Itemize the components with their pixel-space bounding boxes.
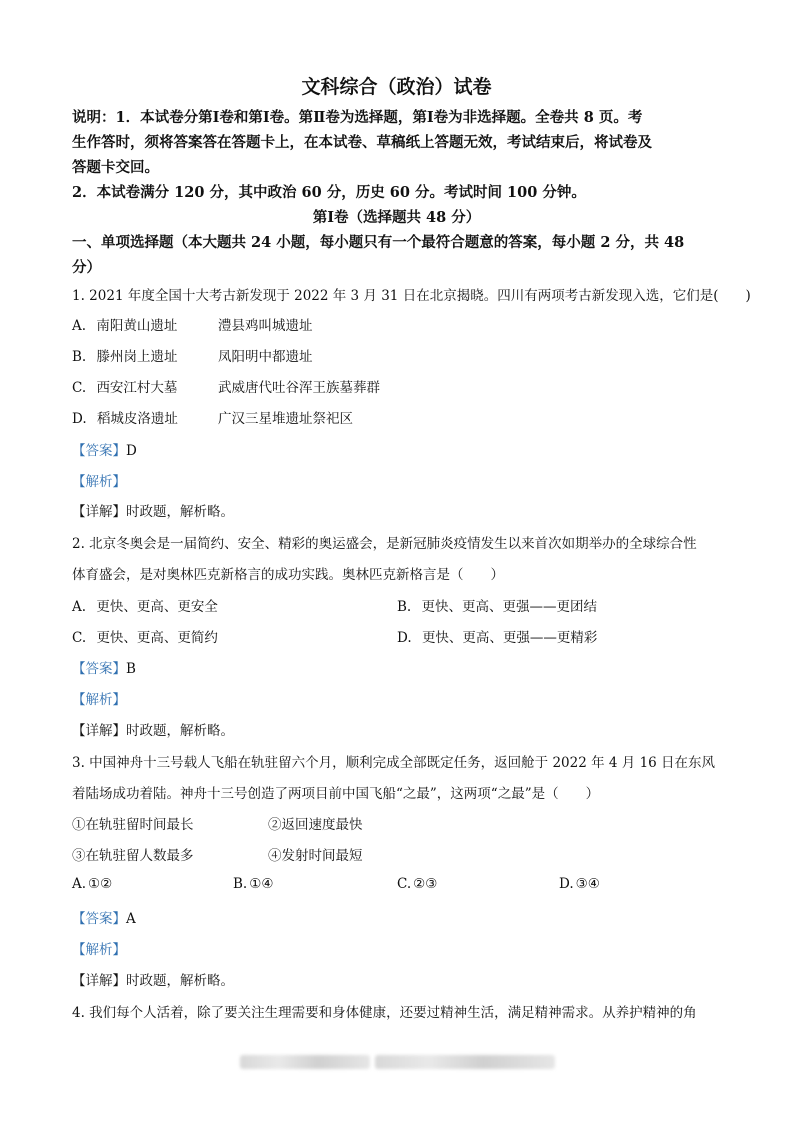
option-text: ②③ — [413, 876, 438, 892]
q3-stem-line-2: 着陆场成功着陆。神舟十三号创造了两项目前中国飞船“之最”，这两项“之最”是（ ） — [72, 786, 600, 802]
q2-stem-line-2: 体育盛会，是对奥林匹克新格言的成功实践。奥林匹克新格言是（ ） — [72, 567, 504, 583]
option-text: 滕州岗上遗址 — [96, 349, 178, 365]
part-title: 第Ⅰ卷（选择题共 48 分） — [312, 209, 481, 226]
option-key: C. — [72, 380, 87, 396]
option-text: ①④ — [249, 876, 274, 892]
option-text: 西安江村大墓 — [96, 380, 178, 396]
answer-label: 【答案】 — [72, 911, 126, 927]
option-key: D. — [559, 876, 574, 892]
section-heading-line-1: 一、单项选择题（本大题共 24 小题，每小题只有一个最符合题意的答案，每小题 2 分，共 48 — [72, 234, 685, 251]
q1-answer — [72, 439, 137, 459]
q1-option-d — [72, 407, 178, 427]
q3-answer — [72, 907, 136, 927]
q3-option-a — [72, 876, 112, 892]
q3-detail — [72, 969, 234, 989]
instructions-line-1: 说明：1．本试卷分第Ⅰ卷和第Ⅰ卷。第Ⅱ卷为选择题，第Ⅰ卷为非选择题。全卷共 8 页。考 — [72, 109, 643, 126]
q1-option-b-site-2: 凤阳明中都遗址 — [218, 349, 313, 365]
q2-answer — [72, 657, 136, 677]
option-key: A. — [72, 318, 87, 334]
q2-option-c — [72, 626, 218, 646]
q2-option-a — [72, 595, 218, 615]
option-key: B. — [72, 349, 87, 365]
q1-analysis-label: 【解析】 — [72, 474, 126, 490]
q3-item-3: ③在轨驻留人数最多 — [72, 848, 194, 864]
q1-stem: 1. 2021 年度全国十大考古新发现于 2022 年 3 月 31 日在北京揭晓。四川有两项考古新发现入选，它们是( ) — [72, 288, 751, 304]
option-text: 更快、更高、更安全 — [96, 599, 218, 615]
option-key: B. — [233, 876, 248, 892]
q2-stem-line-1: 2. 北京冬奥会是一届简约、安全、精彩的奥运盛会，是新冠肺炎疫情发生以来首次如期举办的全球综合性 — [72, 536, 697, 552]
answer-value: B — [126, 661, 136, 677]
section-heading-line-2: 分） — [72, 259, 101, 276]
q2-analysis-label: 【解析】 — [72, 692, 126, 708]
answer-value: A — [126, 911, 136, 927]
detail-label: 【详解】 — [72, 723, 126, 739]
detail-label: 【详解】 — [72, 973, 126, 989]
instructions-line-3: 答题卡交回。 — [72, 159, 159, 176]
q3-option-b — [233, 876, 273, 892]
option-key: A. — [72, 876, 87, 892]
q1-option-a — [72, 314, 177, 334]
q2-option-d — [397, 626, 597, 646]
option-text: 更快、更高、更简约 — [96, 630, 218, 646]
q3-analysis-label: 【解析】 — [72, 942, 126, 958]
detail-text: 时政题，解析略。 — [126, 723, 234, 739]
footer-watermark-blur-right — [375, 1055, 555, 1069]
option-key: C. — [397, 876, 412, 892]
q3-option-d — [559, 876, 600, 892]
answer-label: 【答案】 — [72, 443, 126, 459]
q4-stem-line-1: 4. 我们每个人活着，除了要关注生理需要和身体健康，还要过精神生活，满足精神需求。从养护精神的角 — [72, 1005, 697, 1021]
footer-watermark-blur-left — [240, 1055, 370, 1069]
instructions-line-4: 2．本试卷满分 120 分，其中政治 60 分，历史 60 分。考试时间 100 分钟。 — [72, 184, 586, 201]
instructions-line-2: 生作答时，须将答案答在答题卡上，在本试卷、草稿纸上答题无效，考试结束后，将试卷及 — [72, 134, 652, 151]
answer-value: D — [126, 443, 137, 459]
q3-item-4: ④发射时间最短 — [268, 848, 363, 864]
q2-option-b — [397, 595, 597, 615]
q3-item-1: ①在轨驻留时间最长 — [72, 817, 194, 833]
option-key: B. — [397, 599, 412, 615]
q2-detail — [72, 719, 234, 739]
option-text: ①② — [88, 876, 113, 892]
option-key: A. — [72, 599, 87, 615]
q1-option-a-site-2: 澧县鸡叫城遗址 — [218, 318, 313, 334]
detail-text: 时政题，解析略。 — [126, 973, 234, 989]
option-key: D. — [72, 411, 87, 427]
option-text: 更快、更高、更强——更精彩 — [421, 630, 598, 646]
option-key: D. — [397, 630, 412, 646]
option-text: ③④ — [575, 876, 600, 892]
option-text: 更快、更高、更强——更团结 — [421, 599, 598, 615]
q3-stem-line-1: 3. 中国神舟十三号载人飞船在轨驻留六个月，顺利完成全部既定任务，返回舱于 2022 年 4 月 16 日在东风 — [72, 755, 716, 771]
q1-option-b — [72, 345, 178, 365]
option-key: C. — [72, 630, 87, 646]
q3-item-2: ②返回速度最快 — [268, 817, 363, 833]
option-text: 南阳黄山遗址 — [96, 318, 178, 334]
detail-label: 【详解】 — [72, 504, 126, 520]
q1-option-d-site-2: 广汉三星堆遗址祭祀区 — [218, 411, 353, 427]
q3-option-c — [397, 876, 437, 892]
q1-option-c — [72, 376, 177, 396]
option-text: 稻城皮洛遗址 — [96, 411, 178, 427]
detail-text: 时政题，解析略。 — [126, 504, 234, 520]
page-title: 文科综合（政治）试卷 — [301, 76, 492, 98]
q1-option-c-site-2: 武威唐代吐谷浑王族墓葬群 — [218, 380, 380, 396]
answer-label: 【答案】 — [72, 661, 126, 677]
q1-detail — [72, 500, 234, 520]
